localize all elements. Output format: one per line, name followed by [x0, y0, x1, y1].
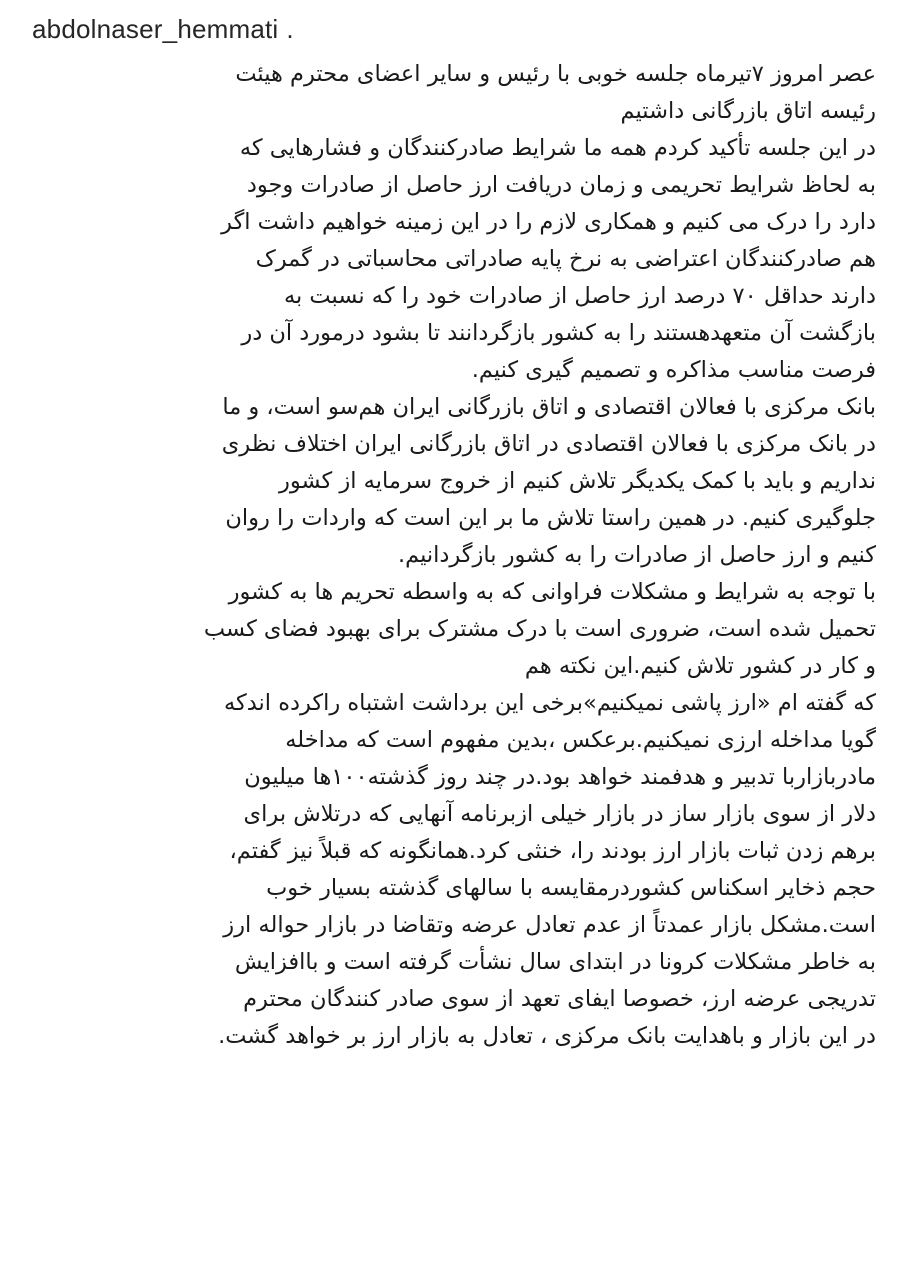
caption-line: دارند حداقل ۷۰ درصد ارز حاصل از صادرات خود را که نسبت به	[283, 283, 876, 309]
caption-line: و کار در کشور تلاش کنیم.این نکته هم	[524, 653, 876, 679]
caption-line: در این بازار و باهدایت بانک مرکزی ، تعادل به بازار ارز بر خواهد گشت.	[218, 1023, 876, 1049]
caption-line: فرصت مناسب مذاکره و تصمیم گیری کنیم.	[471, 357, 876, 383]
caption-line: دارد را درک می کنیم و همکاری لازم را در این زمینه خواهیم داشت اگر	[221, 209, 876, 235]
caption-line: نداریم و باید با کمک یکدیگر تلاش کنیم از خروج سرمایه از کشور	[278, 468, 876, 494]
caption-line: بانک مرکزی با فعالان اقتصادی و اتاق بازرگانی ایران هم‌سو است، و ما	[222, 394, 876, 420]
caption-line: است.مشکل بازار عمدتاً از عدم تعادل عرضه وتقاضا در بازار حواله ارز	[223, 912, 876, 938]
caption-line: به لحاظ شرایط تحریمی و زمان دریافت ارز حاصل از صادرات وجود	[246, 172, 876, 198]
caption-line: تحمیل شده است، ضروری است با درک مشترک برای بهبود فضای کسب	[203, 616, 876, 642]
caption-line: که گفته ام «ارز پاشی نمیکنیم»برخی این برداشت اشتباه راکرده اندکه	[223, 690, 876, 716]
caption-line: جلوگیری کنیم. در همین راستا تلاش ما بر این است که واردات را روان	[225, 505, 876, 531]
caption-line: مادربازاربا تدبیر و هدفمند خواهد بود.در چند روز گذشته۱۰۰ها میلیون	[244, 764, 876, 790]
caption-line: برهم زدن ثبات بازار ارز بودند را، خنثی کرد.همانگونه که قبلاً نیز گفتم،	[229, 838, 876, 864]
caption-line: تدریجی عرضه ارز، خصوصا ایفای تعهد از سوی صادر کنندگان محترم	[243, 986, 876, 1012]
post-header	[32, 14, 876, 54]
caption-line: بازگشت آن متعهدهستند را به کشور بازگردانند تا بشود درمورد آن در	[241, 320, 876, 346]
caption-line: رئیسه اتاق بازرگانی داشتیم	[620, 98, 876, 124]
caption-line: حجم ذخایر اسکناس کشوردرمقایسه با سالهای گذشته بسیار خوب	[266, 875, 876, 901]
caption-line: دلار از سوی بازار ساز در بازار خیلی ازبرنامه آنهایی که درتلاش برای	[243, 801, 876, 827]
caption-line: به خاطر مشکلات کرونا در ابتدای سال نشأت گرفته است و باافزایش	[234, 949, 876, 975]
caption-line: در این جلسه تأکید کردم همه ما شرایط صادرکنندگان و فشارهایی که	[239, 135, 876, 161]
caption-line: با توجه به شرایط و مشکلات فراوانی که به واسطه تحریم ها به کشور	[228, 579, 876, 605]
caption-line: گویا مداخله ارزی نمیکنیم.برعکس ،بدین مفهوم است که مداخله	[285, 727, 876, 753]
caption-line: هم صادرکنندگان اعتراضی به نرخ پایه صادراتی محاسباتی در گمرک	[255, 246, 876, 272]
username-separator: .	[286, 14, 294, 44]
caption-line: در بانک مرکزی با فعالان اقتصادی در اتاق بازرگانی ایران اختلاف نظری	[221, 431, 876, 457]
caption-line: کنیم و ارز حاصل از صادرات را به کشور بازگردانیم.	[397, 542, 876, 568]
caption-line: عصر امروز ۷تیرماه جلسه خوبی با رئیس و سایر اعضای محترم هیئت	[235, 61, 876, 87]
post-caption	[32, 56, 876, 1055]
username-link[interactable]: abdolnaser_hemmati	[32, 14, 279, 44]
